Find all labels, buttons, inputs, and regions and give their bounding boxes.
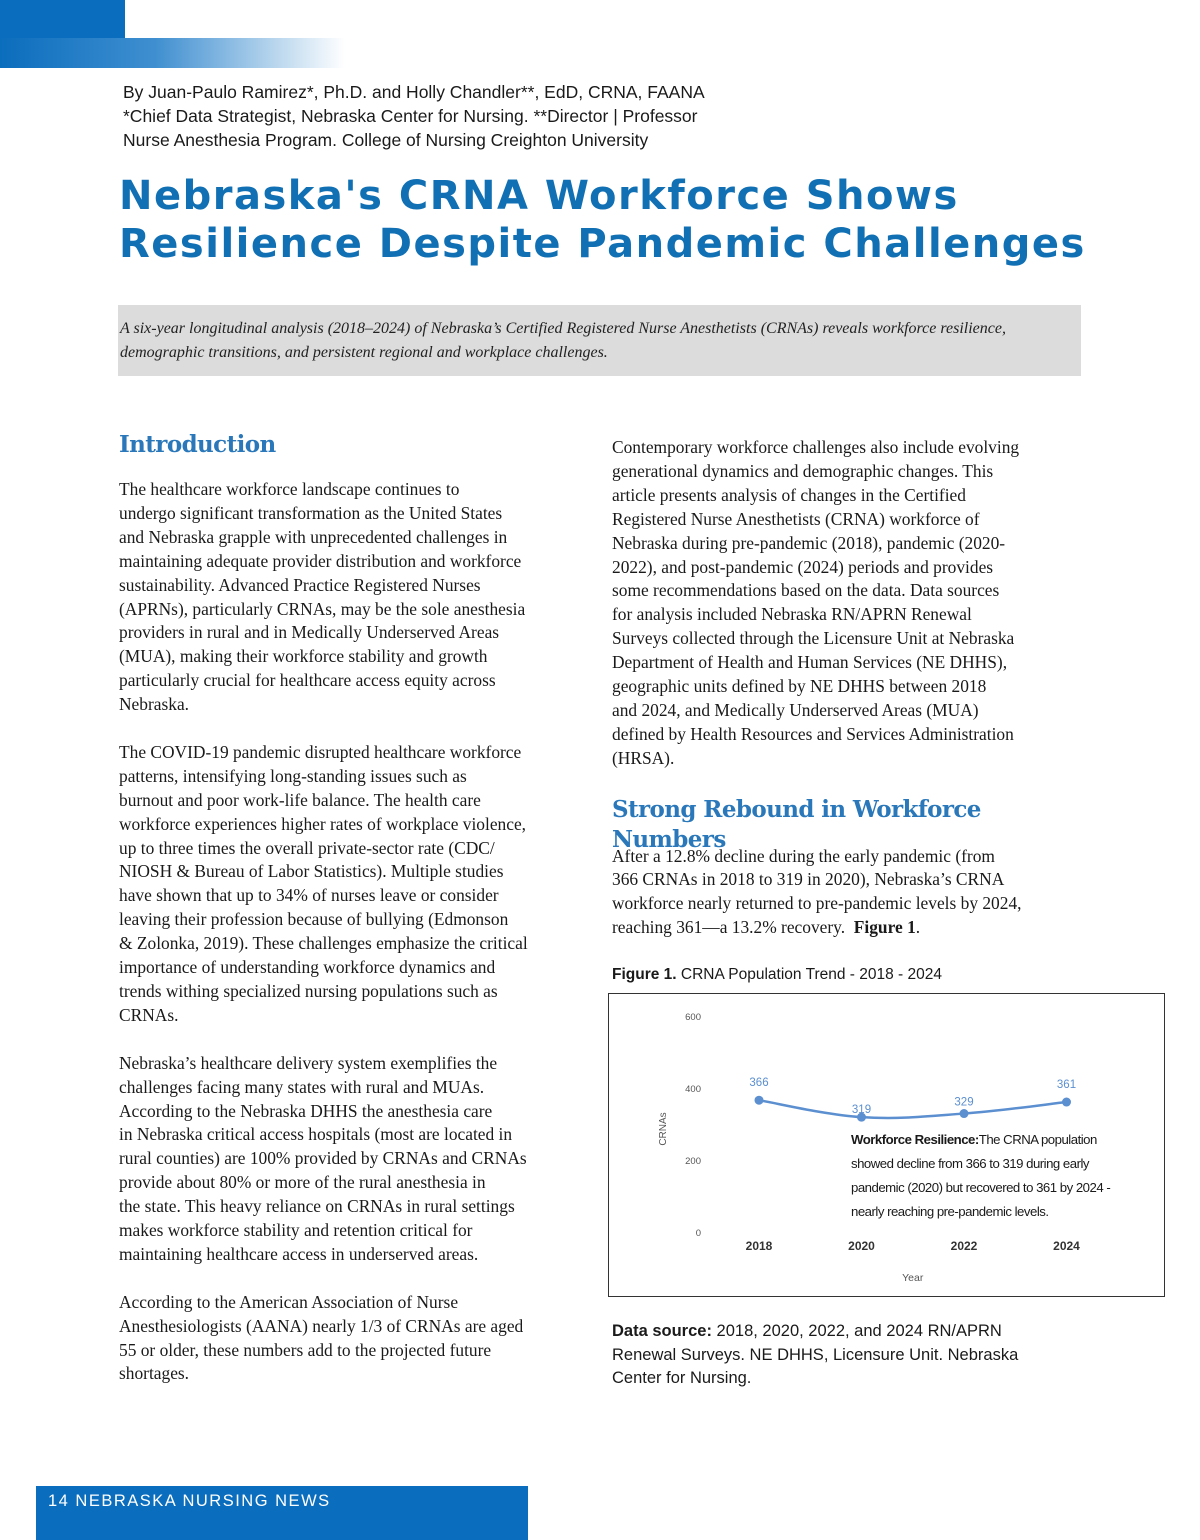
paragraph-line: CRNAs. <box>119 1004 179 1025</box>
right-column <box>612 436 1092 986</box>
article-title-line: Nebraska's CRNA Workforce Shows <box>119 173 959 219</box>
paragraph-line: maintaining adequate provider distribution and workforce <box>119 550 522 571</box>
datasource-first: 2018, 2020, 2022, and 2024 RN/APRN <box>716 1322 1002 1340</box>
paragraph-line: (MUA), making their workforce stability and growth <box>119 646 488 667</box>
x-tick-label: 2022 <box>950 1239 978 1253</box>
paragraph-line: article presents analysis of changes in the Certified <box>612 484 966 505</box>
paragraph-line: undergo significant transformation as the United States <box>119 502 503 523</box>
paragraph-line: & Zolonka, 2019). These challenges emphasize the critical <box>119 933 528 954</box>
paragraph-line: challenges facing many states with rural and MUAs. <box>119 1076 485 1097</box>
data-label: 329 <box>954 1096 974 1109</box>
paragraph-line: Surveys collected through the Licensure Unit at Nebraska <box>612 628 1015 649</box>
paragraph-line: The healthcare workforce landscape continues to <box>119 479 460 499</box>
rebound-lines <box>612 845 1092 917</box>
x-axis-label: Year <box>902 1272 924 1284</box>
rebound-last-text: reaching 361—a 13.2% recovery. <box>612 917 846 938</box>
abstract-line: demographic transitions, and persistent regional and workplace challenges. <box>120 344 608 361</box>
data-label: 366 <box>749 1077 769 1090</box>
y-tick-label: 200 <box>685 1156 701 1167</box>
data-label: 319 <box>851 1104 872 1117</box>
paragraph-line: for analysis included Nebraska RN/APRN Renewal <box>612 604 972 625</box>
paragraph-line: importance of understanding workforce dynamics and <box>119 957 496 978</box>
figure-label: Figure 1. <box>612 966 677 984</box>
data-source-note <box>612 1320 1092 1391</box>
paragraph-line: maintaining healthcare access in underserved areas. <box>119 1243 479 1264</box>
article-title-line: Resilience Despite Pandemic Challenges <box>119 221 1086 267</box>
left-column <box>119 430 594 1410</box>
y-tick-label: 400 <box>685 1084 701 1095</box>
left-paragraphs <box>119 478 594 1386</box>
paragraph-line: some recommendations based on the data. Data sources <box>612 580 1000 601</box>
datasource-line: Renewal Surveys. NE DHHS, Licensure Unit. Nebraska <box>612 1345 1019 1364</box>
figure-title: CRNA Population Trend - 2018 - 2024 <box>680 966 942 984</box>
paragraph-line: sustainability. Advanced Practice Registered Nurses <box>119 574 481 595</box>
rebound-last-line <box>612 916 1092 940</box>
paragraph-line: Contemporary workforce challenges also include evolving <box>612 437 1020 457</box>
paragraph-line: generational dynamics and demographic changes. This <box>612 460 994 481</box>
data-label: 361 <box>1056 1079 1077 1092</box>
datasource-label: Data source: <box>612 1322 712 1340</box>
paragraph-line: Anesthesiologists (AANA) nearly 1/3 of CRNAs are aged <box>119 1315 524 1336</box>
paragraph-line: the state. This heavy reliance on CRNAs in rural settings <box>119 1196 515 1217</box>
data-point <box>755 1096 764 1105</box>
paragraph-line: After a 12.8% decline during the early pandemic (from <box>612 845 995 866</box>
paragraph-line: Nebraska. <box>119 694 190 715</box>
paragraph-line: 366 CRNAs in 2018 to 319 in 2020), Nebraska’s CRNA <box>612 869 1005 890</box>
byline-line: *Chief Data Strategist, Nebraska Center for Nursing. **Director | Professor <box>123 106 698 126</box>
x-tick-label: 2018 <box>745 1239 773 1253</box>
paragraph-line: and Nebraska grapple with unprecedented challenges in <box>119 526 508 547</box>
paragraph-line: burnout and poor work-life balance. The health care <box>119 789 481 810</box>
page-footer: 14 NEBRASKA NURSING NEWS <box>36 1486 528 1540</box>
paragraph-line: According to the American Association of Nurse <box>119 1291 459 1312</box>
rebound-period: . <box>915 917 921 938</box>
y-axis-label: CRNAs <box>658 1112 669 1146</box>
paragraph-line: shortages. <box>119 1363 190 1384</box>
chart-annotation <box>851 1128 1136 1224</box>
paragraph-line: trends withing specialized nursing populations such as <box>119 981 498 1002</box>
paragraph-line: Nebraska’s healthcare delivery system exemplifies the <box>119 1052 498 1073</box>
datasource-line: Center for Nursing. <box>612 1369 752 1387</box>
byline <box>123 80 823 152</box>
data-point <box>1062 1098 1071 1107</box>
paragraph-line: rural counties) are 100% provided by CRNAs and CRNAs <box>119 1148 527 1169</box>
paragraph-line: provide about 80% or more of the rural anesthesia in <box>119 1172 486 1193</box>
paragraph-line: workforce nearly returned to pre-pandemic levels by 2024, <box>612 893 1022 914</box>
abstract-line: A six-year longitudinal analysis (2018–2024) of Nebraska’s Certified Registered Nurse Anesthetists (CRNAs) reveals workforce resilience, <box>120 320 1006 337</box>
paragraph-line: According to the Nebraska DHHS the anesthesia care <box>119 1100 493 1121</box>
byline-line: Nurse Anesthesia Program. College of Nursing Creighton University <box>123 130 649 150</box>
series-line <box>759 1100 1067 1118</box>
annotation-text: The CRNA population showed decline from 366 to 319 during early pandemic (2020) but recovered to 361 by 2024 - nearly reaching pre-pandemic levels. <box>851 1132 1111 1219</box>
paragraph-line: have shown that up to 34% of nurses leave or consider <box>119 885 499 906</box>
paragraph-line: workforce experiences higher rates of workplace violence, <box>119 813 527 834</box>
paragraph-line: The COVID-19 pandemic disrupted healthcare workforce <box>119 741 522 762</box>
paragraph-line: defined by Health Resources and Services Administration <box>612 723 1014 744</box>
y-tick-label: 0 <box>695 1228 701 1239</box>
data-point <box>960 1109 969 1118</box>
annotation-label: Workforce Resilience: <box>851 1132 979 1147</box>
introduction-heading: Introduction <box>119 431 276 458</box>
paragraph-line: 55 or older, these numbers add to the projected future <box>119 1339 492 1360</box>
paragraph-line: NIOSH & Bureau of Labor Statistics). Multiple studies <box>119 861 504 882</box>
paragraph-line: providers in rural and in Medically Underserved Areas <box>119 622 500 643</box>
right-paragraph <box>612 436 1092 771</box>
figure-reference: Figure 1 <box>853 917 916 938</box>
x-tick-label: 2020 <box>848 1239 875 1253</box>
paragraph-line: particularly crucial for healthcare access equity across <box>119 670 496 691</box>
abstract-box <box>118 305 1081 376</box>
byline-line: By Juan-Paulo Ramirez*, Ph.D. and Holly Chandler**, EdD, CRNA, FAANA <box>123 82 705 102</box>
body-paragraph <box>119 478 594 717</box>
x-tick-label: 2024 <box>1053 1239 1080 1253</box>
paragraph-line: (HRSA). <box>612 747 675 768</box>
paragraph-line: 2022), and post-pandemic (2024) periods and provides <box>612 556 994 577</box>
article-title <box>119 172 1119 268</box>
y-tick-label: 600 <box>685 1012 701 1023</box>
header-gradient-bar <box>0 38 345 68</box>
paragraph-line: Nebraska during pre-pandemic (2018), pandemic (2020- <box>612 532 1006 553</box>
figure-caption <box>612 964 1092 986</box>
chart-frame <box>608 993 1165 1297</box>
rebound-heading: Strong Rebound in Workforce Numbers <box>612 795 981 853</box>
paragraph-line: and 2024, and Medically Underserved Areas (MUA) <box>612 699 979 720</box>
paragraph-line: geographic units defined by NE DHHS between 2018 <box>612 676 987 697</box>
paragraph-line: makes workforce stability and retention critical for <box>119 1220 473 1241</box>
paragraph-line: leaving their profession because of bullying (Edmonson <box>119 909 509 930</box>
paragraph-line: in Nebraska critical access hospitals (most are located in <box>119 1124 513 1145</box>
paragraph-line: Department of Health and Human Services (NE DHHS), <box>612 652 1008 673</box>
datasource-line <box>612 1320 1092 1344</box>
body-paragraph <box>119 1052 594 1267</box>
paragraph-line: Registered Nurse Anesthetists (CRNA) workforce of <box>612 508 980 529</box>
body-paragraph <box>119 741 594 1028</box>
rebound-paragraph <box>612 845 1092 941</box>
paragraph-line: up to three times the overall private-sector rate (CDC/ <box>119 837 495 858</box>
body-paragraph <box>119 1291 594 1387</box>
paragraph-line: (APRNs), particularly CRNAs, may be the sole anesthesia <box>119 598 526 619</box>
paragraph-line: patterns, intensifying long-standing issues such as <box>119 765 467 786</box>
